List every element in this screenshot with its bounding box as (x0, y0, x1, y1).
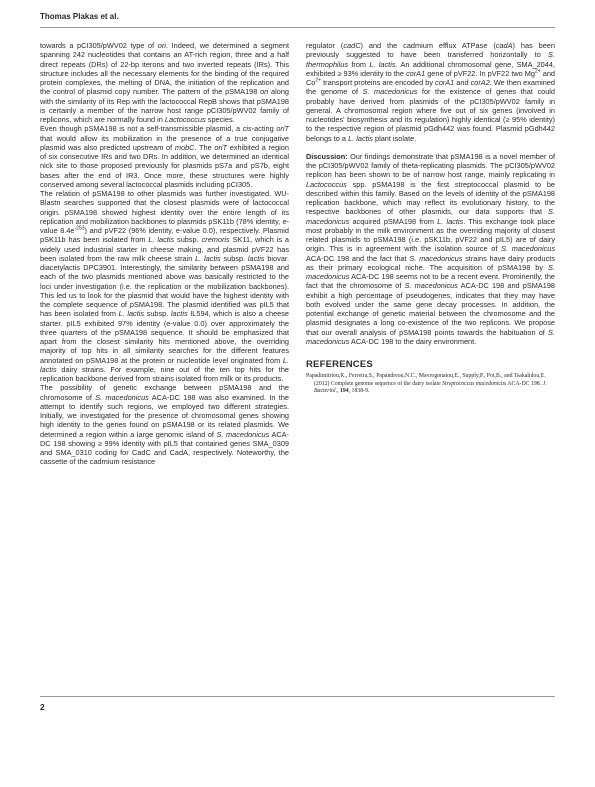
page-number: 2 (40, 702, 45, 712)
left-paragraph-3: The relation of pSMA198 to other plasmids was further investigated. WU-Blastn searches supported that the closest plasmids were of lactococcal origin. pSMA198 showed highest identity over the entire length of its replication and mobilization backbones to plasmids pSK11b (78% identity, e-value $8.4e^{-253}$) and pVF22 (96% identity, e-value 0.0), respectively. Plasmid pSK11b has been isolated from L. lactis subsp. cremoris SK11, which is a widely used industrial starter in cheese making, and plasmid pVF22 has been isolated from the raw milk cheese strain L. lactis subsp. lactis biovar. diacetylactis DPC3901. Interestingly, the similarity between pSMA198 and each of the two plasmids mentioned above was basically restricted to the loci under investigation (i.e. the replication or the mobilization backbones). This led us to look for the plasmid that would have the highest identity with the complete sequence of pSMA198. The plasmid identified was pIL5 that has been isolated from L. lactis subsp. lactis IL594, which is also a cheese starter. pIL5 exhibited 97% identity (e-value 0.0) over approximately the three quarters of the pSMA198 sequence. It should be emphasized that apart from the closest similarity hits mentioned above, the overriding majority of top hits in all similarity searches for the different features annotated on pSMA198 at the protein or nucleotide level originated from L. lactis dairy strains. For example, nine out of the ten top hits for the replication backbone derived from strains isolated from milk or its products. (40, 189, 290, 383)
footer-divider (40, 696, 555, 697)
left-paragraph-2: Even though pSMA198 is not a self-transmissible plasmid, a cis-acting oriT that would allow its mobilization in the presence of a true conjugative plasmid was also predicted upstream of mobC. The oriT exhibited a region of six consecutive IRs and two DRs. In addition, we determined an identical nick site to those proposed previously for plasmids pS7a and pS7b, eight bases after the end of IR3. Once more, these structures were highly conserved among several lactococcal plasmids including pCI305. (40, 124, 289, 189)
header-divider (40, 27, 555, 28)
references-heading: REFERENCES (306, 359, 373, 371)
left-column (40, 41, 289, 467)
reference-item: Papadimitriou,K., Ferreira,S., Papandreou,N.C., Mavrogonatou,E., Supply,P., Pot,B., and Tsakalidou,E. (2012) Complete genome sequence of the dairy isolate Streptococcus macedonicus ACA-DC 198. J. Bacteriol., 194, 1838-9. (306, 373, 547, 395)
right-paragraph-1: regulator (cadC) and the cadmium efflux ATPase (cadA) has been previously suggested to have been transferred horizontally to S. thermophilus from L. lactis. An additional chromosomal gene, SMA_2044, exhibited ≥ 93% identity to the corA1 gene of pVF22. In pVF22 two $Mg^{2+}$ and $Co^{2+}$ transport proteins are encoded by corA1 and corA2. We then examined the genome of S. macedonicus for the existence of genes that could probably have derived from plasmids of the pCI305/pWV02 family in general. A chromosomal region where five out of six genes (involved in nucleotides' biosynthesis and its regulation) highly identical (≥ 95% identity) to the respective region of plasmid pGdh442 was found. Plasmid pGdh442 belongs to a L. lactis plant isolate. (306, 41, 556, 143)
discussion-paragraph: Discussion: Our findings demonstrate that pSMA198 is a novel member of the pCI305/pWV02 family of theta-replicating plasmids. The pCI305/pWV02 replicon has been shown to be of narrow host range, mainly replicating in Lactococcus spp. pSMA198 is the first streptococcal plasmid to be described within this family. Based on the levels of identity of the pSMA198 replication backbone, which may reflect its evolutionary history, to the respective backbones of other plasmids, our data supports that S. macedonicus acquired pSMA198 from L. lactis. This exchange took place most probably in the milk environment as the overriding majority of closest related plasmids to pSMA198 (i.e. pSK11b, pVF22 and pIL5) are of dairy origin. This is in agreement with the isolation source of S. macedonicus ACA-DC 198 and the fact that S. macedonicus strains have dairy products as their primary ecological niche. The acquisition of pSMA198 by S. macedonicus ACA-DC 198 seems not to be a recent event. Prominently, the fact that the chromosome of S. macedonicus ACA-DC 198 and pSMA198 exhibit a high percentage of pseudogenes, indicates that they may have both evolved under the same gene decay processes. In addition, the potential exchange of genetic material between the chromosome and the plasmid designates a long co-existence of the two replicons. We propose that our overall analysis of pSMA198 points towards the habituation of S. macedonicus ACA-DC 198 to the dairy environment. (306, 151, 556, 346)
right-column (306, 41, 555, 395)
running-header-authors: Thomas Plakas et al. (40, 12, 119, 21)
left-paragraph-1: towards a pCI305/pWV02 type of ori. Indeed, we determined a segment spanning 242 nucleotides that contains an AT-rich region, three and a half direct repeats (DRs) of 22-bp iterons and two inverted repeats (IRs). This structure includes all the necessary elements for the binding of the required protein complexes, the melting of DNA, the initiation of the replication and the control of plasmid copy number. The pattern of the pSMA198 ori along with the similarity of its Rep with the lactococcal RepB shows that pSMA198 is certainly a member of the narrow host range pCI305/pWV02 family of replicons, which are normally found in Lactococcus species. (40, 41, 290, 124)
left-paragraph-4: The possibility of genetic exchange between pSMA198 and the chromosome of S. macedonicus ACA-DC 198 was also examined. In the attempt to identify such regions, we employed two different strategies. Initially, we investigated for the presence of chromosomal genes showing high identity to the genes found on pSMA198 or its related plasmids. We determined a region within a large genomic island of S. macedonicus ACA-DC 198 showing ≥ 99% identity with pIL5 that contained genes SMA_0309 and SMA_0310 coding for CadC and CadA, respectively. Noteworthy, the cassette of the cadmium resistance (40, 383, 290, 467)
